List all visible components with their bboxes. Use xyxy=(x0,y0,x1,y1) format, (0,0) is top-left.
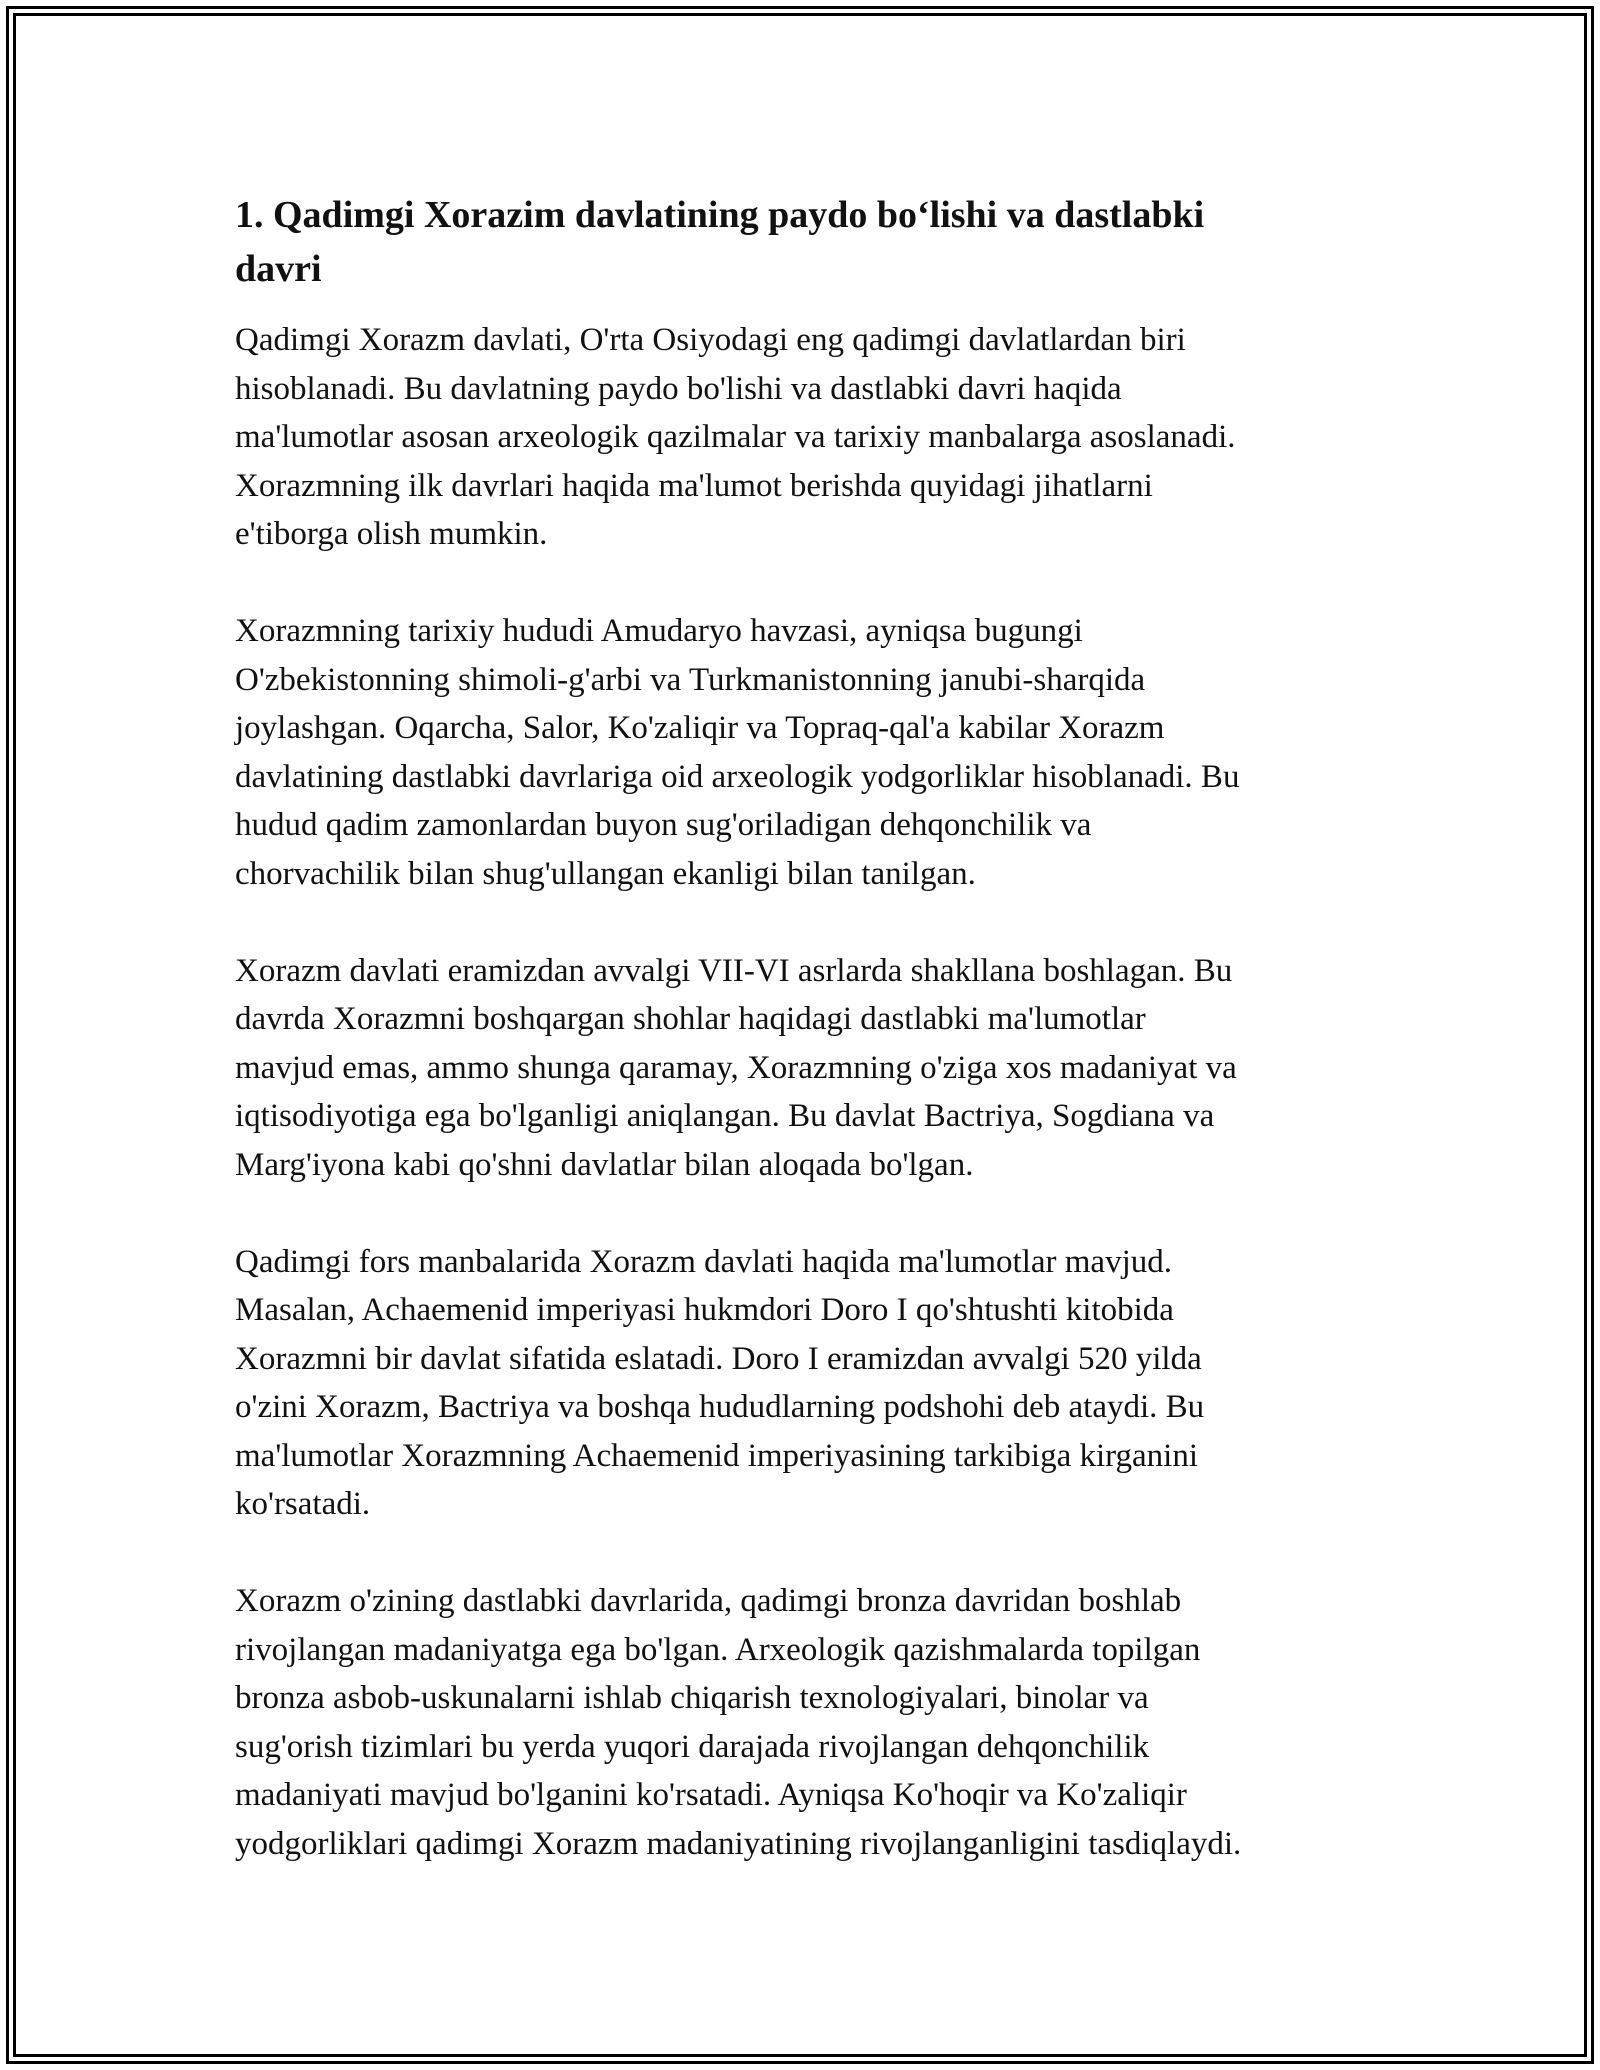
paragraph: Xorazmning tarixiy hududi Amudaryo havzasi, ayniqsa bugungi O'zbekistonning shimoli-g'arbi va Turkmanistonning janubi-sharqida joylashgan. Oqarcha, Salor, Ko'zaliqir va Topraq-qal'a kabilar Xorazm davlatining dastlabki davrlariga oid arxeologik yodgorliklar hisoblanadi. Bu hudud qadim zamonlardan buyon sug'oriladigan dehqonchilik va chorvachilik bilan shug'ullangan ekanligi bilan tanilgan. xyxy=(235,612,1240,892)
paragraph: Qadimgi Xorazm davlati, O'rta Osiyodagi eng qadimgi davlatlardan biri hisoblanadi. Bu davlatning paydo bo'lishi va dastlabki davri haqida ma'lumotlar asosan arxeologik qazilmalar va tarixiy manbalarga asoslanadi. Xorazmning ilk davrlari haqida ma'lumot berishda quyidagi jihatlarni e'tiborga olish mumkin. xyxy=(235,322,1236,553)
paragraph: Qadimgi fors manbalarida Xorazm davlati haqida ma'lumotlar mavjud. Masalan, Achaemenid imperiyasi hukmdori Doro I qo'shtushti kitobida Xorazmni bir davlat sifatida eslatadi. Doro I eramizdan avvalgi 520 yilda o'zini Xorazm, Bactriya va boshqa hududlarning podshohi deb ataydi. Bu ma'lumotlar Xorazmning Achaemenid imperiyasining tarkibiga kirganini ko'rsatadi. xyxy=(235,1243,1205,1523)
document-body xyxy=(235,188,1365,1917)
document-title: 1. Qadimgi Xorazim davlatining paydo bo‘lishi va dastlabki davri xyxy=(235,194,1205,290)
paragraph: Xorazm o'zining dastlabki davrlarida, qadimgi bronza davridan boshlab rivojlangan madaniyatga ega bo'lgan. Arxeologik qazishmalarda topilgan bronza asbob-uskunalarni ishlab chiqarish texnologiyalari, binolar va sug'orish tizimlari bu yerda yuqori darajada rivojlangan dehqonchilik madaniyati mavjud bo'lganini ko'rsatadi. Ayniqsa Ko'hoqir va Ko'zaliqir yodgorliklari qadimgi Xorazm madaniyatining rivojlanganligini tasdiqlaydi. xyxy=(235,1583,1242,1863)
paragraph: Xorazm davlati eramizdan avvalgi VII-VI asrlarda shakllana boshlagan. Bu davrda Xorazmni boshqargan shohlar haqidagi dastlabki ma'lumotlar mavjud emas, ammo shunga qaramay, Xorazmning o'ziga xos madaniyat va iqtisodiyotiga ega bo'lganligi aniqlangan. Bu davlat Bactriya, Sogdiana va Marg'iyona kabi qo'shni davlatlar bilan aloqada bo'lgan. xyxy=(235,952,1237,1183)
